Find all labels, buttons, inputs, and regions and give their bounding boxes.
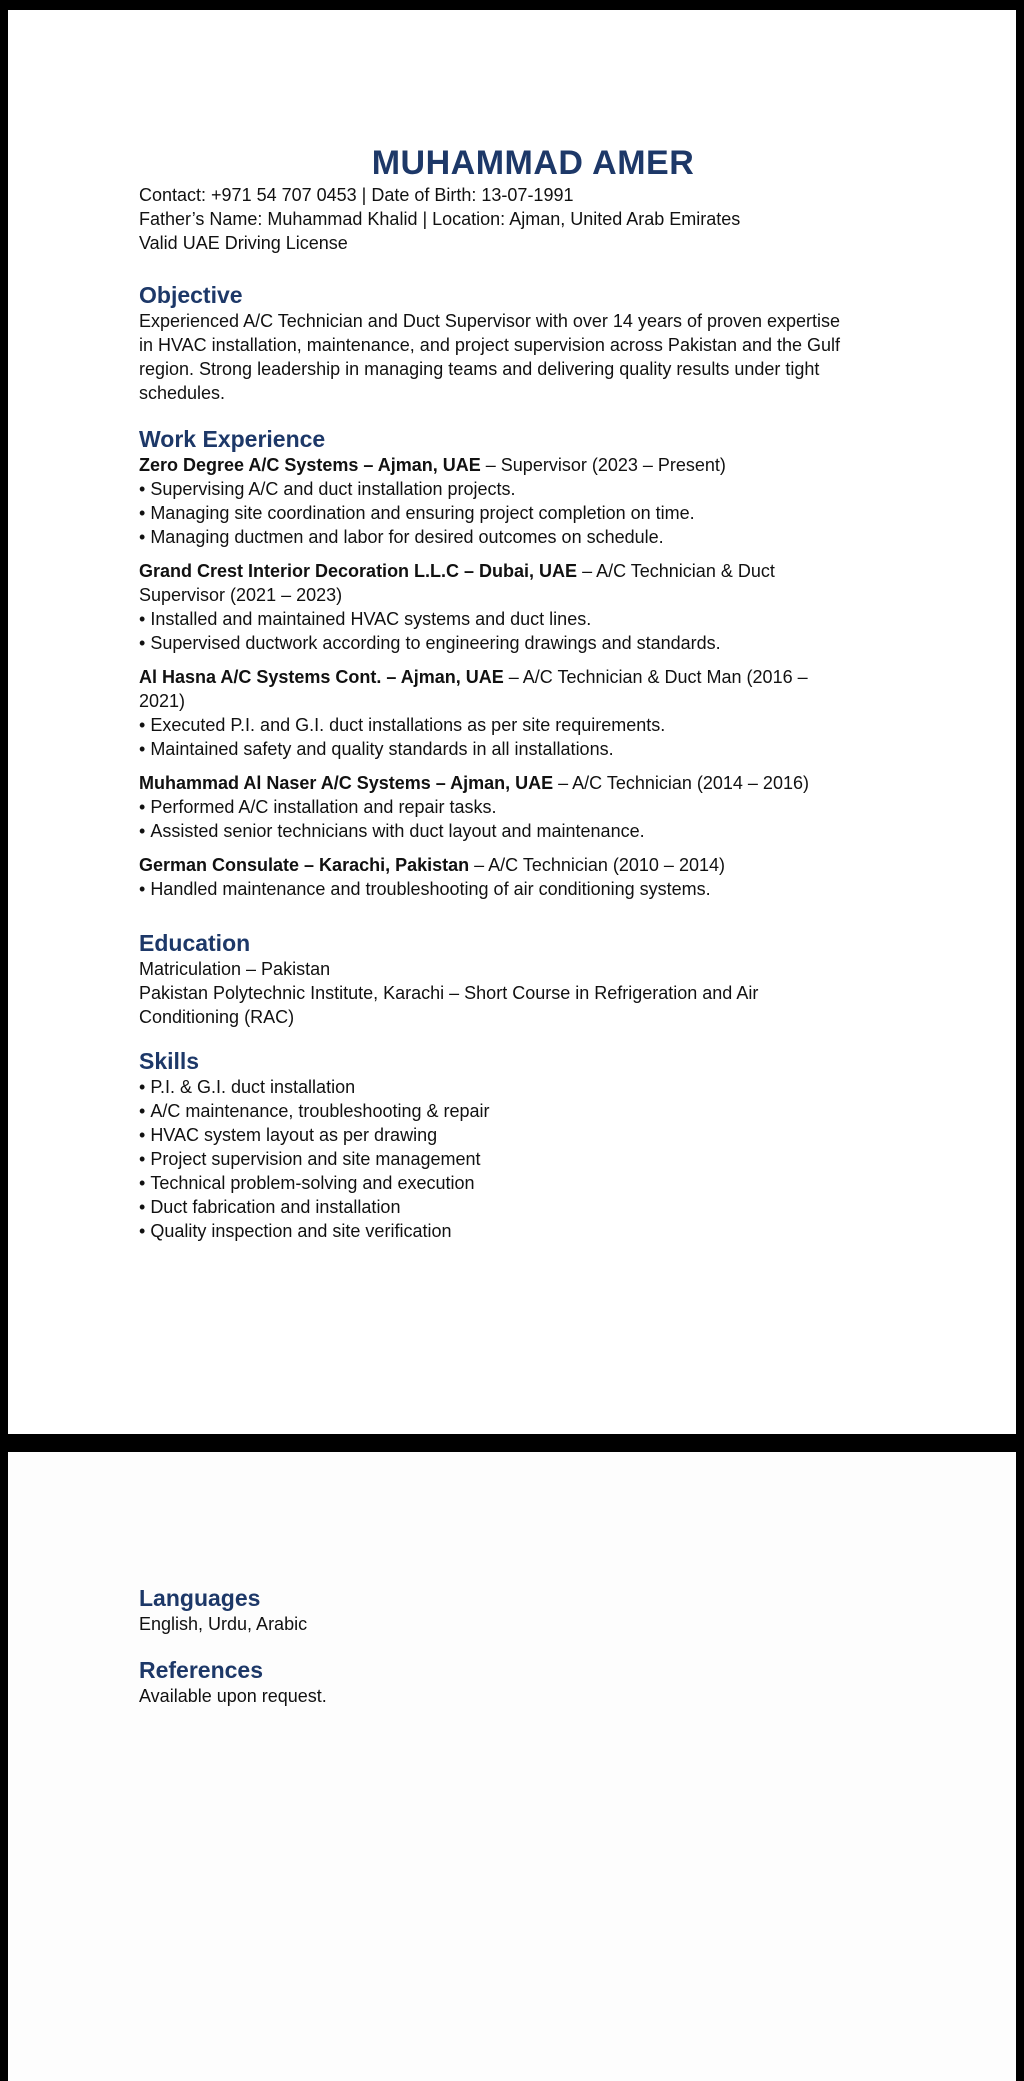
job-entry — [139, 665, 899, 761]
job-bullet: • Handled maintenance and troubleshooting of air conditioning systems. — [139, 877, 899, 901]
job-bullet: • Assisted senior technicians with duct layout and maintenance. — [139, 819, 899, 843]
job-company: Al Hasna A/C Systems Cont. – Ajman, UAE — [139, 667, 504, 687]
job-bullet: • Performed A/C installation and repair tasks. — [139, 795, 899, 819]
job-role: – Supervisor (2023 – Present) — [480, 455, 726, 475]
job-company: Zero Degree A/C Systems – Ajman, UAE — [139, 455, 481, 475]
job-bullet: • Managing site coordination and ensuring project completion on time. — [139, 501, 899, 525]
skill-item: • Quality inspection and site verification — [139, 1219, 899, 1243]
job-entry — [139, 453, 899, 549]
objective-line: region. Strong leadership in managing teams and delivering quality results under tight — [139, 359, 820, 379]
job-company: German Consulate – Karachi, Pakistan — [139, 855, 470, 875]
languages-heading: Languages — [139, 1585, 261, 1611]
skill-item: • Technical problem-solving and execution — [139, 1171, 899, 1195]
resume-body — [139, 143, 899, 1243]
job-bullet: • Supervising A/C and duct installation projects. — [139, 477, 899, 501]
objective-line: schedules. — [139, 383, 226, 403]
objective-heading: Objective — [139, 282, 243, 308]
references-text: Available upon request. — [139, 1686, 327, 1706]
job-role-continued: 2021) — [139, 691, 186, 711]
job-role: – A/C Technician (2014 – 2016) — [553, 773, 809, 793]
work-experience-section — [139, 425, 899, 901]
job-role: – A/C Technician & Duct — [577, 561, 775, 581]
skill-item: • A/C maintenance, troubleshooting & repair — [139, 1099, 899, 1123]
skills-heading: Skills — [139, 1048, 200, 1074]
education-line: Matriculation – Pakistan — [139, 959, 331, 979]
job-bullet: • Executed P.I. and G.I. duct installations as per site requirements. — [139, 713, 899, 737]
references-section — [139, 1656, 899, 1708]
languages-section — [139, 1584, 899, 1636]
resume-page-2 — [8, 1452, 1016, 2081]
education-line: Conditioning (RAC) — [139, 1007, 295, 1027]
resume-page-1 — [8, 10, 1016, 1434]
education-line: Pakistan Polytechnic Institute, Karachi – Short Course in Refrigeration and Air — [139, 983, 759, 1003]
candidate-name: MUHAMMAD AMER — [371, 144, 695, 182]
languages-text: English, Urdu, Arabic — [139, 1614, 308, 1634]
education-heading: Education — [139, 930, 251, 956]
job-bullet: • Installed and maintained HVAC systems and duct lines. — [139, 607, 899, 631]
objective-section — [139, 281, 899, 405]
skill-item: • Project supervision and site management — [139, 1147, 899, 1171]
job-role: – A/C Technician & Duct Man (2016 – — [503, 667, 808, 687]
job-bullet: • Managing ductmen and labor for desired outcomes on schedule. — [139, 525, 899, 549]
job-bullet: • Supervised ductwork according to engineering drawings and standards. — [139, 631, 899, 655]
father-location-line: Father’s Name: Muhammad Khalid | Location: Ajman, United Arab Emirates — [139, 209, 741, 229]
contact-line: Contact: +971 54 707 0453 | Date of Birth: 13-07-1991 — [139, 185, 574, 205]
work-experience-heading: Work Experience — [139, 426, 326, 452]
objective-line: in HVAC installation, maintenance, and project supervision across Pakistan and the Gulf — [139, 335, 841, 355]
job-bullet: • Maintained safety and quality standards in all installations. — [139, 737, 899, 761]
objective-line: Experienced A/C Technician and Duct Supervisor with over 14 years of proven expertise — [139, 311, 841, 331]
skill-item: • HVAC system layout as per drawing — [139, 1123, 899, 1147]
resume-body-continued — [139, 1584, 899, 1708]
skill-item: • Duct fabrication and installation — [139, 1195, 899, 1219]
job-role: – A/C Technician (2010 – 2014) — [469, 855, 725, 875]
job-company: Muhammad Al Naser A/C Systems – Ajman, UAE — [139, 773, 554, 793]
job-entry — [139, 853, 899, 901]
job-role-continued: Supervisor (2021 – 2023) — [139, 585, 343, 605]
job-company: Grand Crest Interior Decoration L.L.C – Dubai, UAE — [139, 561, 578, 581]
job-entry — [139, 771, 899, 843]
skill-item: • P.I. & G.I. duct installation — [139, 1075, 899, 1099]
skills-section — [139, 1047, 899, 1243]
license-line: Valid UAE Driving License — [139, 233, 348, 253]
references-heading: References — [139, 1657, 264, 1683]
job-entry — [139, 559, 899, 655]
education-section — [139, 929, 899, 1029]
